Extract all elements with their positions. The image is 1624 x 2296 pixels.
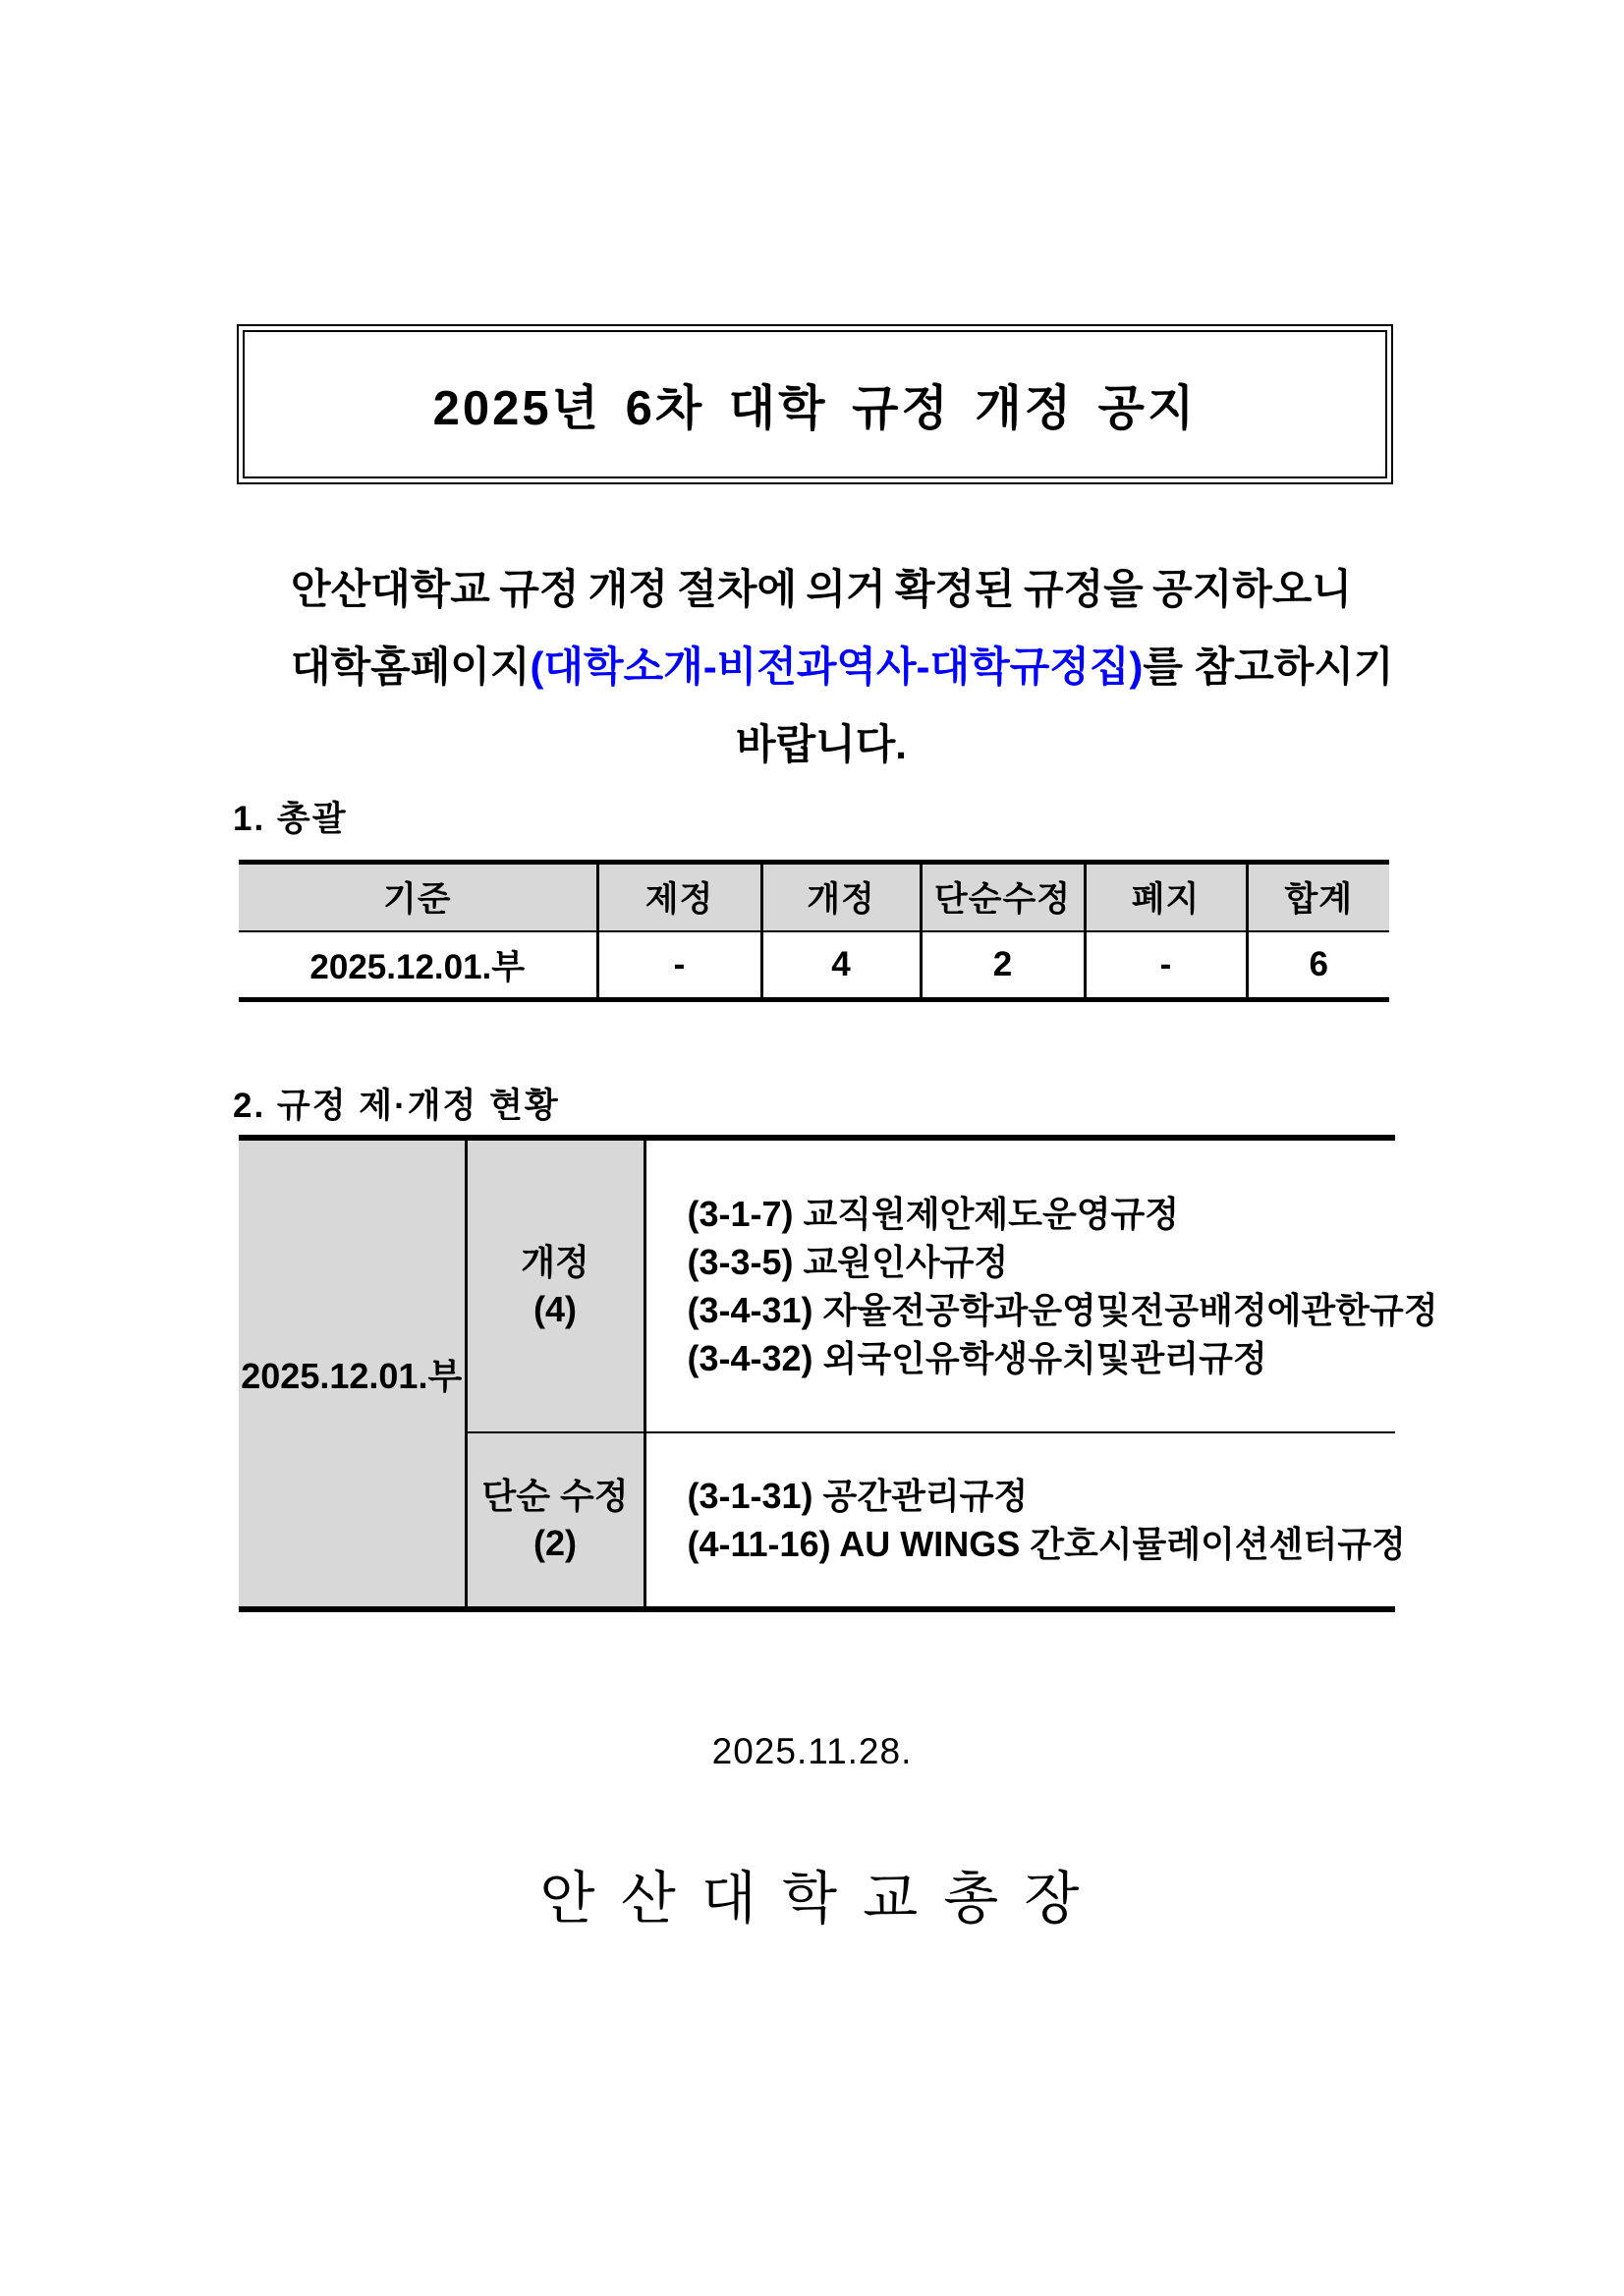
overview-header-basis: 기준 [239,863,597,931]
overview-cell-abolished: - [1085,931,1247,1000]
president-signature: 안 산 대 학 교 총 장 [539,1867,1085,1931]
regulation-item: (3-1-7) 교직원제안제도운영규정 [687,1194,1180,1234]
notice-line-2 [291,628,1394,705]
overview-header-total: 합계 [1247,863,1389,931]
homepage-path-link[interactable]: (대학소개-비전과역사-대학규정집) [530,644,1144,690]
regulation-item: (3-4-31) 자율전공학과운영및전공배정에관한규정 [687,1290,1438,1330]
notice-paragraph [291,550,1394,783]
section-1-heading: 1. 총괄 [233,800,348,838]
notice-line-1 [291,550,1352,628]
regulation-item: (3-4-32) 외국인유학생유치및관리규정 [687,1338,1267,1378]
overview-data-row [239,931,1389,1000]
simple-fix-items-cell [644,1432,1406,1609]
revised-type-cell [466,1138,644,1432]
regulation-item: (3-1-31) 공간관리규정 [687,1476,1029,1516]
revision-detail-table [239,1135,1438,1612]
section-2-heading: 2. 규정 제·개정 현황 [233,1087,560,1125]
regulation-item: (4-11-16) AU WINGS 간호시뮬레이션센터규정 [687,1524,1406,1564]
detail-date-cell: 2025.12.01.부 [239,1138,466,1609]
simple-fix-count-label: (2) [533,1523,577,1563]
overview-cell-revised: 4 [761,931,921,1000]
overview-cell-basis: 2025.12.01.부 [309,947,526,986]
document-title: 2025년 6차 대학 규정 개정 공지 [432,381,1198,435]
overview-cell-enacted: - [597,931,761,1000]
overview-header-enacted: 제정 [597,863,761,931]
notice-word: 절차에 [677,566,798,612]
revised-count-label: (4) [533,1289,577,1329]
notice-word: 규정 [499,566,580,612]
notice-word: 규정을 [1024,566,1144,612]
overview-cell-total: 6 [1247,931,1389,1000]
revised-items-cell [644,1138,1438,1432]
overview-header-row [239,863,1389,931]
notice-word: 의거 [806,566,886,612]
notice-word: 공지하오니 [1152,566,1352,612]
overview-cell-simple-fix: 2 [921,931,1085,1000]
notice-word: 확정된 [894,566,1015,612]
overview-header-revised: 개정 [761,863,921,931]
revised-type-label: 개정 [521,1242,589,1282]
notice-line2-prefix: 대학홈페이지 [291,644,531,690]
notice-line-3: 바랍니다. [736,721,907,767]
overview-header-simple-fix: 단순수정 [921,863,1085,931]
simple-fix-type-label: 단순 수정 [481,1476,629,1516]
issue-date: 2025.11.28. [711,1731,913,1771]
overview-header-abolished: 폐지 [1085,863,1247,931]
notice-word: 안산대학교 [291,566,490,612]
title-box-inner-border [243,330,1387,478]
simple-fix-type-cell [466,1432,644,1609]
revised-group-row [239,1138,1395,1432]
notice-line2-suffix: 를 참고하시기 [1143,644,1394,690]
regulation-item: (3-3-5) 교원인사규정 [687,1242,1009,1282]
overview-table [239,860,1389,1002]
notice-word: 개정 [588,566,668,612]
title-box [237,324,1393,484]
